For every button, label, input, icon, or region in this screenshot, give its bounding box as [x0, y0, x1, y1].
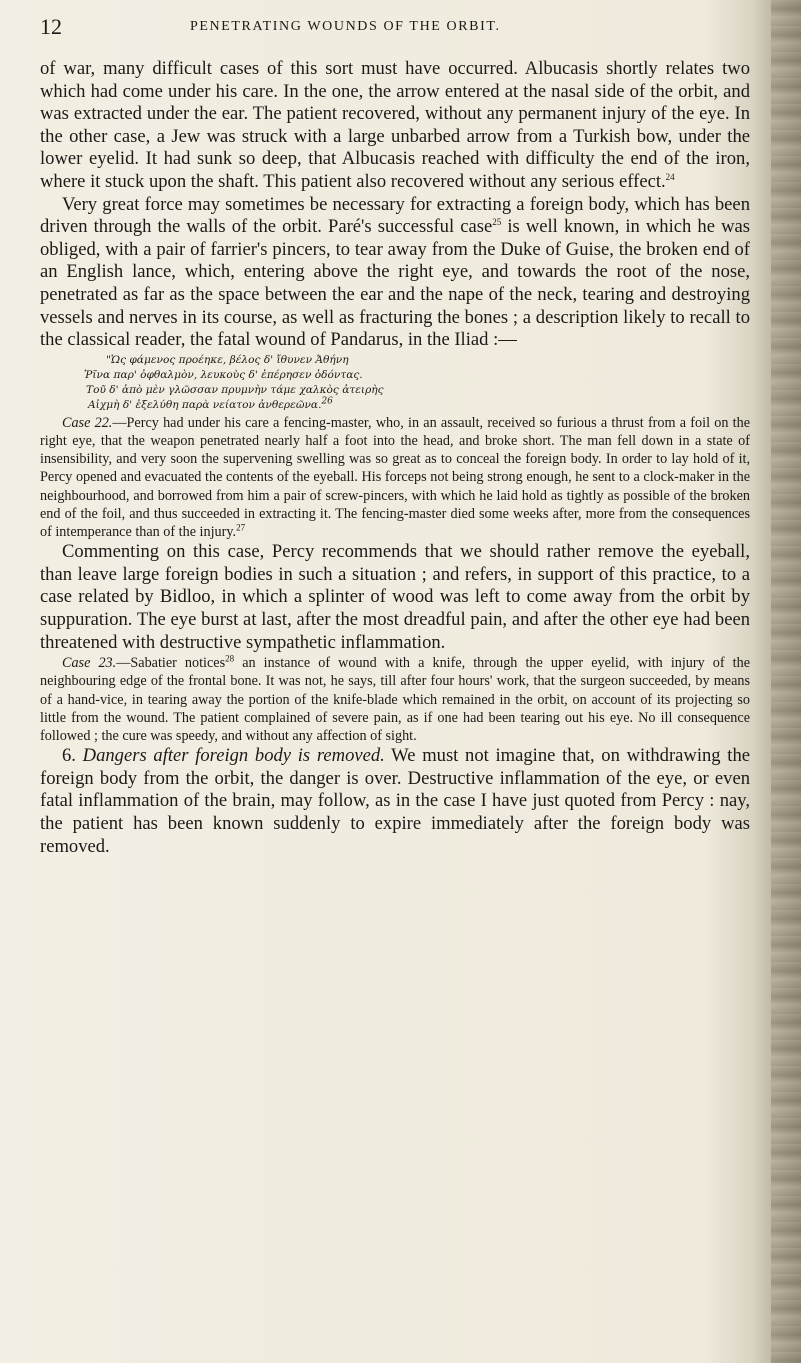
paragraph-text: of war, many difficult cases of this sort must have occurred. Albucasis shortly relates two which had come under his care. In the one, the arrow entered at the nasal side of the orbit, and was extracted under the ear. The patient recovered, without any permanent injury of the eye. In the other case, a Jew was struck with a large unbarbed arrow from a Turkish bow, under the lower eyelid. It had sunk so deep, that Albucasis reached with difficulty the end of the iron, where it stuck upon the shaft. This patient also recovered without any serious effect. [40, 58, 750, 192]
paragraph-pare [40, 194, 750, 352]
greek-quotation [40, 353, 750, 413]
greek-line: Τοῦ δ' ἀπὸ μὲν γλῶσσαν πρυμνὴν τάμε χαλκὸς ἀτειρὴς [86, 383, 384, 396]
greek-line-text: Αἰχμὴ δ' ἐξελύθη παρὰ νείατον ἀνθερεῶνα. [88, 398, 322, 411]
paragraph-text: is well known, in which he was obliged, with a pair of farrier's pincers, to tear away from the Duke of Guise, the broken end of an English lance, which, entering above the right eye, and towards the root of the nose, penetrated as far as the space between the ear and the nape of the neck, tearing and destroying vessels and nerves in its course, as well as fracturing the bones ; a description likely to recall to the classical reader, the fatal wound of Pandarus, in the Iliad :— [40, 216, 750, 351]
paragraph-text: Very great force may sometimes be necessary for extracting a foreign body, which has been driven through the walls of the orbit. Paré's successful case [40, 193, 750, 238]
greek-line [84, 398, 750, 413]
page-body [40, 58, 750, 858]
footnote-ref: 26 [321, 396, 333, 407]
case-text: an instance of wound with a knife, through the upper eyelid, with injury of the neighbouring edge of the frontal bone. It was not, he says, till after four hours' work, that the surgeon succeeded, by means of a hand-vice, in tearing away the portion of the knife-blade which remained in the orbit, on account of its projecting so little from the wound. The patient complained of severe pain, as if one had been tearing out his eye. No ill consequence followed ; the cure was speedy, and without any affection of sight. [40, 655, 751, 744]
greek-line: "Ὡς φάμενος προέηκε, βέλος δ' ἴθυνεν Ἀθήνη [106, 353, 349, 366]
case-23 [40, 654, 750, 745]
paragraph-albucasis [40, 58, 750, 194]
greek-line: Ῥῖνα παρ' ὀφθαλμὸν, λευκοὺς δ' ἐπέρησεν ὀδόντας. [84, 368, 363, 381]
footnote-ref: 27 [236, 522, 246, 533]
section-number: 6. [62, 745, 76, 767]
page-header [40, 14, 740, 40]
paragraph-text: Commenting on this case, Percy recommends that we should rather remove the eyeball, than leave large foreign bodies in such a situation ; and refers, in support of this practice, to a case related by Bidloo, in which a splinter of wood was left to come away from the orbit by suppuration. The eye burst at last, after the most dreadful pain, and after the other eye had been threatened with destructive sympathetic inflammation. [40, 541, 750, 653]
page-edge-shadow [771, 0, 801, 1363]
section-text: We must not imagine that, on withdrawing the foreign body from the orbit, the danger is over. Destructive inflammation of the eye, or even fatal inflammation of the brain, may follow, as in the case I have just quoted from Percy : nay, the patient has been known suddenly to expire immediately after the foreign body was removed. [40, 745, 750, 857]
page-number: 12 [40, 14, 62, 39]
paragraph-percy [40, 541, 750, 654]
section-6 [40, 745, 750, 858]
running-head: PENETRATING WOUNDS OF THE ORBIT. [190, 19, 501, 34]
footnote-ref: 28 [225, 653, 235, 664]
section-title: Dangers after foreign body is removed. [82, 745, 385, 767]
case-title: Case 22. [62, 414, 113, 431]
case-text: —Percy had under his care a fencing-master, who, in an assault, received so furious a thrust from a foil on the right eye, that the weapon penetrated nearly half a foot into the head, and broke short. The man fell down in a state of insensibility, and very soon the supervening swelling was so great as to conceal the foreign body. In order to lay hold of it, Percy opened and evacuated the contents of the eyeball. His forceps not being strong enough, he sent to a clock-maker in the neighbourhood, and borrowed from him a pair of screw-pincers, with which he laid hold as tightly as possible of the broken end of the foil, and thus succeeded in extracting it. The fencing-master died some weeks after, more from the consequences of intemperance than of the injury. [40, 414, 750, 540]
case-title: Case 23. [62, 655, 117, 672]
footnote-ref: 24 [665, 171, 675, 182]
case-text: —Sabatier notices [116, 655, 226, 672]
case-22 [40, 414, 750, 541]
footnote-ref: 25 [492, 216, 502, 227]
